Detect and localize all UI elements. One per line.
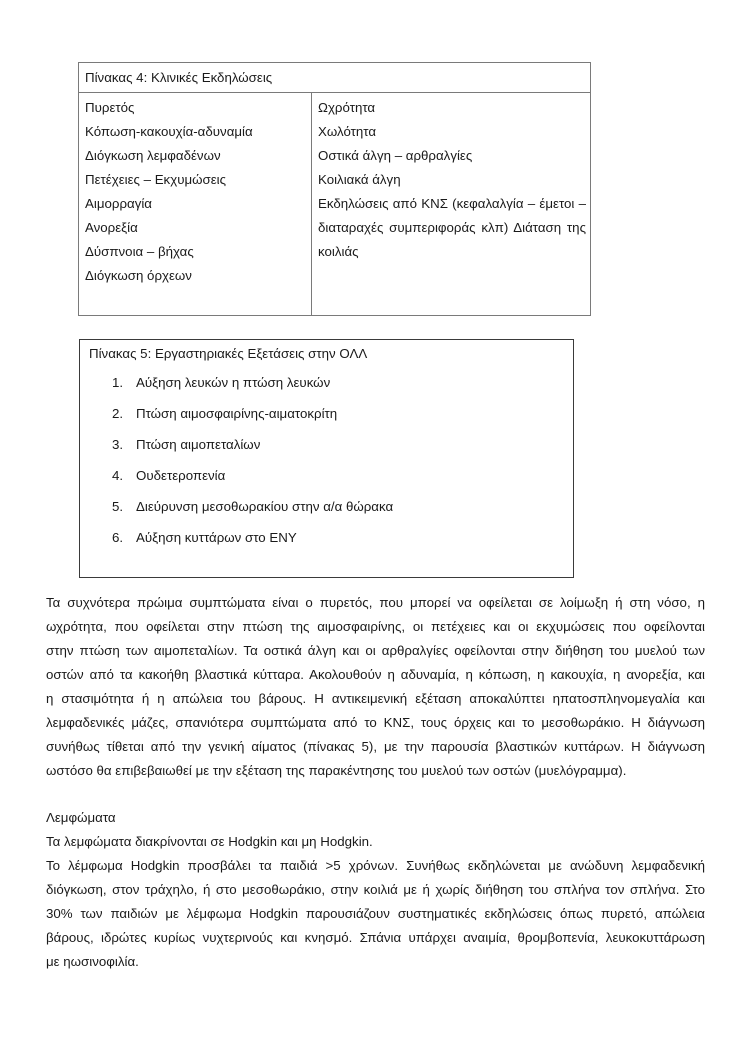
right-column bbox=[318, 96, 586, 264]
table-cell: Διόγκωση όρχεων bbox=[85, 268, 192, 283]
section-lymphomas bbox=[46, 806, 705, 974]
item-number: 4. bbox=[112, 468, 124, 483]
table-cell: Ωχρότητα bbox=[318, 100, 376, 115]
item-text: Αύξηση λευκών η πτώση λευκών bbox=[136, 375, 331, 390]
table-divider bbox=[79, 92, 590, 93]
text-line: 30% των παιδιών με λέμφωμα Hodgkin παρουσιάζουν συστηματικές εκδηλώσεις όπως πυρετό, απώλεια bbox=[46, 906, 705, 921]
table-clinical-manifestations bbox=[78, 62, 591, 316]
table-cell: Διόγκωση λεμφαδένων bbox=[85, 148, 221, 163]
item-number: 2. bbox=[112, 406, 124, 421]
table-cell: Δύσπνοια – βήχας bbox=[85, 244, 194, 259]
text-line: Τα λεμφώματα διακρίνονται σε Hodgkin και μη Hodgkin. bbox=[46, 834, 373, 849]
text-line: διόγκωση, στον τράχηλο, ή στο μεσοθωράκιο, στην κοιλιά με ή χωρίς διήθηση του σπλήνα τον σπλήνα. Στο bbox=[46, 882, 705, 897]
table-cell: Πετέχειες – Εκχυμώσεις bbox=[85, 172, 227, 187]
column-divider bbox=[311, 92, 312, 315]
text-line: η στασιμότητα ή η απώλεια του βάρους. Η αντικειμενική εξέταση αποκαλύπτει ηπατοσπληνομεγαλία και bbox=[46, 691, 705, 706]
table-cell: Αιμορραγία bbox=[85, 196, 152, 211]
table-cell: Ανορεξία bbox=[85, 220, 138, 235]
text-line: λεμφαδενικές μάζες, σπανιότερα συμπτώματα από το ΚΝΣ, τους όρχεις και το μεσοθωράκιο. Η διάγνωση bbox=[46, 715, 705, 730]
text-line: οστών από τα κακοήθη βλαστικά κύτταρα. Ακολουθούν η αδυναμία, η κόπωση, η κακουχία, η ανορεξία, και bbox=[46, 667, 705, 682]
item-number: 6. bbox=[112, 530, 124, 545]
item-number: 5. bbox=[112, 499, 124, 514]
table-cell: Κοιλιακά άλγη bbox=[318, 172, 401, 187]
table-cell: Εκδηλώσεις από ΚΝΣ (κεφαλαλγία – έμετοι – διαταραχές συμπεριφοράς κλπ) Διάταση της κοιλιάς bbox=[318, 196, 586, 259]
table-cell: Κόπωση-κακουχία-αδυναμία bbox=[85, 124, 253, 139]
table-caption: Πίνακας 5: Εργαστηριακές Εξετάσεις στην ΟΛΛ bbox=[89, 346, 368, 361]
item-text: Πτώση αιμοπεταλίων bbox=[136, 437, 261, 452]
table-lab-tests bbox=[79, 339, 574, 578]
item-text: Πτώση αιμοσφαιρίνης-αιματοκρίτη bbox=[136, 406, 338, 421]
text-line: στην πτώση των αιμοπεταλίων. Τα οστικά άλγη και οι αρθραλγίες οφείλονται στην διήθηση του μυελού των bbox=[46, 643, 705, 658]
item-text: Ουδετεροπενία bbox=[136, 468, 226, 483]
body-paragraph-symptoms bbox=[46, 591, 705, 783]
item-number: 1. bbox=[112, 375, 124, 390]
text-line: Το λέμφωμα Hodgkin προσβάλει τα παιδιά >5 χρόνων. Συνήθως εκδηλώνεται με ανώδυνη λεμφαδενική bbox=[46, 858, 705, 873]
item-number: 3. bbox=[112, 437, 124, 452]
left-column bbox=[85, 96, 305, 288]
item-text: Διεύρυνση μεσοθωρακίου στην α/α θώρακα bbox=[136, 499, 394, 514]
table-cell: Χωλότητα bbox=[318, 124, 377, 139]
table-caption: Πίνακας 4: Κλινικές Εκδηλώσεις bbox=[85, 70, 273, 85]
text-line: με ηωσινοφιλία. bbox=[46, 954, 139, 969]
text-line: βάρους, ιδρώτες κυρίως νυχτερινούς και κνησμό. Σπάνια υπάρχει αναιμία, θρομβοπενία, λευκοκυττάρωση bbox=[46, 930, 705, 945]
item-text: Αύξηση κυττάρων στο ΕΝΥ bbox=[136, 530, 297, 545]
text-line: ωστόσο θα επιβεβαιωθεί με την εξέταση της παρακέντησης του μυελού των οστών (μυελόγραμμα). bbox=[46, 763, 627, 778]
table-cell: Οστικά άλγη – αρθραλγίες bbox=[318, 148, 473, 163]
text-line: Τα συχνότερα πρώιμα συμπτώματα είναι ο πυρετός, που μπορεί να οφείλεται σε λοίμωξη ή στη νόσο, η bbox=[46, 595, 705, 610]
text-line: ωχρότητα, που οφείλεται στην πτώση της αιμοσφαιρίνης, οι πετέχειες και οι εκχυμώσεις που οφείλονται bbox=[46, 619, 705, 634]
table-cell: Πυρετός bbox=[85, 100, 135, 115]
text-line: συνήθως τίθεται από την γενική αίματος (πίνακας 5), με την παρουσία βλαστικών κυττάρων. Η διάγνωση bbox=[46, 739, 705, 754]
section-heading: Λεμφώματα bbox=[46, 810, 116, 825]
